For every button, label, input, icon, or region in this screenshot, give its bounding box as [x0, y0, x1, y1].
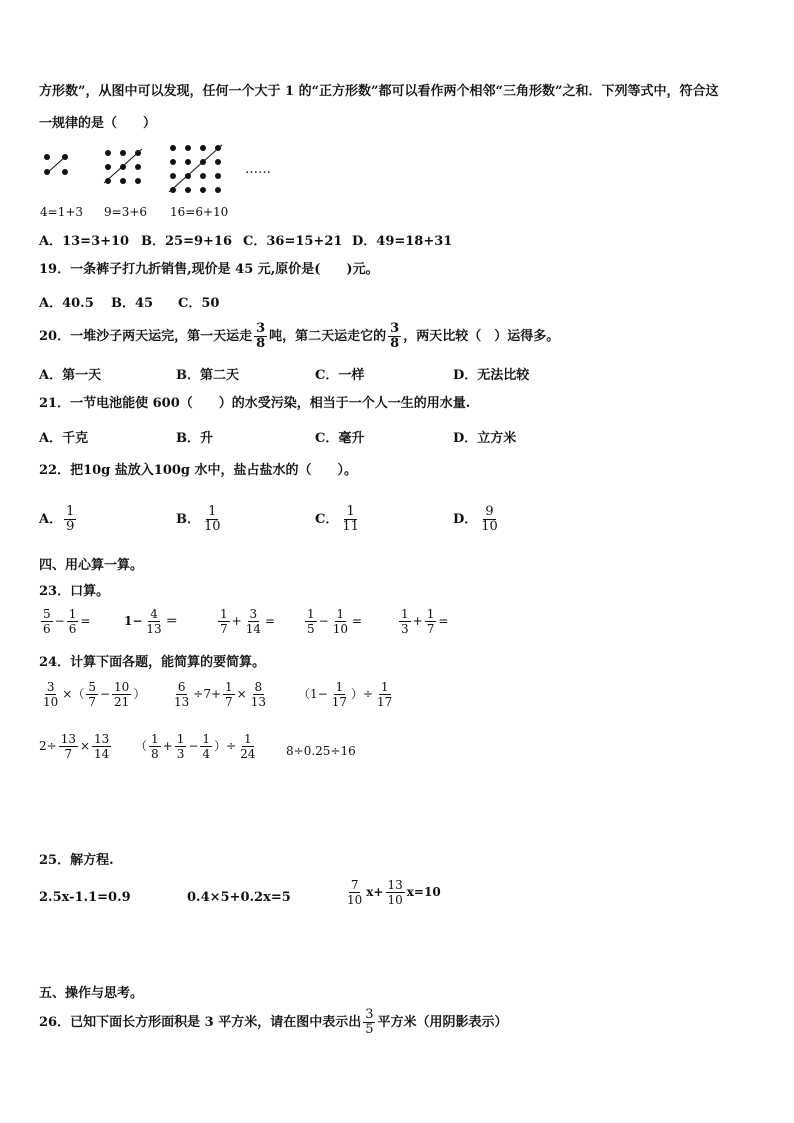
q22-option-b: B． $\frac{1}{10}$	[176, 504, 221, 534]
q23-expr-1: $\frac{5}{6}$ − $\frac{1}{6}$ =	[43, 607, 91, 636]
q26-text: 26．已知下面长方形面积是 3 平方米，请在图中表示出 $\frac{3}{5}$ 平方米（用阴影表示）	[39, 1007, 508, 1037]
q24-expr-3: （1− $\frac{1}{17}$ ）÷ $\frac{1}{17}$	[298, 680, 393, 709]
q20-option-b: B．第二天	[176, 368, 239, 383]
q22-text: 22．把10g 盐放入100g 水中，盐占盐水的（ ）。	[39, 463, 358, 478]
q24-expr-6: 8÷0.25÷16	[286, 744, 356, 758]
q20-fraction-2: $\frac{3}{8}$	[390, 321, 400, 351]
section-5-heading: 五、操作与思考。	[39, 986, 144, 1001]
q18-option-b: B．25=9+16	[141, 234, 233, 249]
q20-fraction-1: $\frac{3}{8}$	[256, 321, 266, 351]
q24-expr-1: $\frac{3}{10}$ ×（ $\frac{5}{7}$ − $\frac{10}{21}$ ）	[43, 680, 146, 709]
q22-option-a: A． $\frac{1}{9}$	[39, 504, 75, 534]
q26-fraction: $\frac{3}{5}$	[365, 1007, 374, 1037]
q24-expr-2: $\frac{6}{13}$ ÷7+ $\frac{1}{7}$ × $\frac{8}{13}$	[174, 680, 267, 709]
q21-option-a: A．千克	[39, 431, 89, 446]
q22-option-c: C． $\frac{1}{11}$	[315, 504, 359, 534]
q23-expr-2: 1− $\frac{4}{13}$ ＝	[124, 607, 178, 636]
q24-expr-5: （ $\frac{1}{8}$ + $\frac{1}{3}$ − $\frac{1}{4}$ ）÷ $\frac{1}{24}$	[135, 732, 256, 761]
caption-9: 9=3+6	[104, 205, 148, 219]
q25-equation-2: 0.4×5+0.2x=5	[187, 890, 291, 905]
q18-text-line2: 一规律的是（ ）	[39, 116, 157, 131]
q21-option-c: C．毫升	[315, 431, 365, 446]
dot-figure-3x3	[104, 149, 142, 184]
q24-expr-4: 2÷ $\frac{13}{7}$ × $\frac{13}{14}$	[39, 732, 110, 761]
q19-option-a: A．40.5	[39, 296, 94, 311]
q21-option-d: D．立方米	[453, 431, 517, 446]
dot-figure-2x2	[44, 154, 68, 175]
q20-option-c: C．一样	[315, 368, 365, 383]
dot-figure-4x4	[169, 145, 222, 193]
q23-title: 23．口算。	[39, 584, 110, 599]
q19-text: 19．一条裤子打九折销售,现价是 45 元,原价是( )元。	[39, 262, 379, 277]
q23-expr-4: $\frac{1}{5}$ − $\frac{1}{10}$ =	[307, 607, 363, 636]
q23-expr-5: $\frac{1}{3}$ + $\frac{1}{7}$ =	[401, 607, 449, 636]
q20-option-d: D．无法比较	[453, 368, 530, 383]
q21-text: 21．一节电池能使 600（ ）的水受污染，相当于一个人一生的用水量.	[39, 396, 471, 411]
q25-equation-1: 2.5x-1.1=0.9	[39, 890, 131, 905]
q25-equation-3: $\frac{7}{10}$ x+ $\frac{13}{10}$ x=10	[347, 878, 441, 907]
q18-option-d: D．49=18+31	[352, 234, 453, 249]
dot-ellipsis: ……	[245, 162, 271, 177]
caption-16: 16=6+10	[170, 205, 229, 219]
q24-title: 24．计算下面各题，能简算的要简算。	[39, 655, 266, 670]
q23-expr-3: $\frac{1}{7}$ + $\frac{3}{14}$ =	[220, 607, 276, 636]
q25-title: 25．解方程.	[39, 853, 114, 868]
section-4-heading: 四、用心算一算。	[39, 558, 144, 573]
q18-text-line1: 方形数”，从图中可以发现，任何一个大于 1 的“正方形数”都可以看作两个相邻“三角形数”之和．下列等式中，符合这	[39, 84, 719, 99]
q18-option-c: C．36=15+21	[243, 234, 343, 249]
q19-option-b: B．45	[111, 296, 154, 311]
dot-figures	[38, 144, 278, 196]
q20-option-a: A．第一天	[39, 368, 102, 383]
q19-option-c: C．50	[178, 296, 220, 311]
q20-text: 20．一堆沙子两天运完，第一天运走 $\frac{3}{8}$ 吨，第二天运走它的 $\frac{3}{8}$ ，两天比较（ ）运得多。	[39, 321, 560, 351]
q21-option-b: B．升	[176, 431, 213, 446]
q18-option-a: A．13=3+10	[39, 234, 130, 249]
q22-option-d: D． $\frac{9}{10}$	[453, 504, 498, 534]
caption-4: 4=1+3	[40, 205, 84, 219]
